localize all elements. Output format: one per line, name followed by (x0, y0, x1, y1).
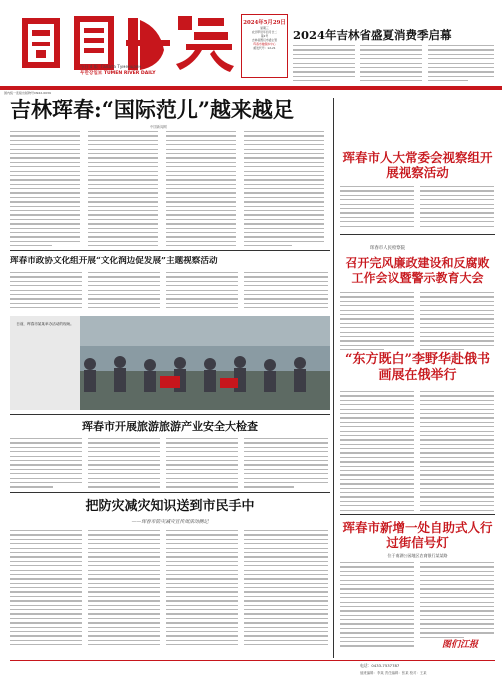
story6-col2 (88, 438, 160, 488)
top-story-headline: 2024年吉林省盛夏消费季启幕 (293, 28, 452, 42)
story2-col2 (420, 186, 494, 230)
column-divider (333, 98, 334, 658)
issue-weekday: 星期三 (260, 26, 269, 30)
issue-date: 2024年5月29日 (243, 20, 286, 26)
story7-col3 (166, 530, 238, 648)
section-divider (10, 414, 330, 415)
story2-col1 (340, 186, 414, 230)
lunar-date: 农历甲辰年四月廿二 (251, 30, 278, 34)
photo-caption: 日前，珲春市某某举办活动的现场。 (16, 322, 74, 326)
story4-col2 (420, 292, 494, 350)
story8-col2 (420, 562, 494, 640)
story8-headline: 珲春市新增一处自助式人行过街信号灯 (342, 520, 493, 550)
story6-col4 (244, 438, 328, 488)
postal-code: 邮发代号：12-21 (253, 46, 276, 50)
main-story-headline: 吉林珲春:“国际范儿”越来越足 (10, 97, 294, 122)
cn-code: 国内统一连续出版物号CN22-0039 (4, 91, 51, 95)
story3-col3 (166, 272, 238, 312)
paper-russian-title: Галата Туменцзян (100, 64, 142, 69)
story4-headline: 召开完风廉政建设和反腐败工作会议暨警示教育大会 (345, 256, 490, 285)
main-story-col1 (10, 131, 80, 246)
main-story-byline: 中国新闻网 (150, 125, 167, 129)
story3-headline: 珲春市政协文化组开展“文化润边促发展”主题视察活动 (10, 256, 218, 266)
footer-staff: 值班编辑：李某 责任编辑：张某 校对：王某 (360, 671, 427, 675)
story7-headline: 把防灾减灾知识送到市民手中 (85, 499, 255, 514)
story7-col2 (88, 530, 160, 648)
section-divider (10, 492, 330, 493)
story6-headline: 珲春市开展旅游旅游产业安全大检查 (82, 420, 258, 433)
story2-headline: 珲春市人大常委会视察组开展视察活动 (342, 150, 493, 180)
section-divider (10, 250, 330, 251)
news-photo (10, 316, 330, 410)
top-story-body-col1 (293, 45, 355, 85)
story3-col4 (244, 272, 328, 312)
story7-subheadline: ——珲春市防灾减灾宣传周活动侧记 (131, 520, 209, 525)
footer-rule (10, 660, 495, 661)
story5-headline: “东方既白”李野华赴俄书画展在俄举行 (345, 352, 490, 383)
story3-col1 (10, 272, 82, 312)
footer-contact: 电话：0433-7537787 (360, 663, 400, 668)
date-box (241, 14, 288, 78)
slogan-text: 今日 4 版 (80, 64, 98, 69)
section-divider (340, 514, 495, 515)
footer-logo: 图们江报 (442, 640, 479, 650)
story7-col1 (10, 530, 82, 648)
top-story-body-col3 (428, 45, 494, 85)
main-story-col2 (88, 131, 158, 246)
paper-korean-title: 두만강일보 (80, 71, 103, 76)
issue-number: 第1号 (260, 34, 269, 38)
story5-col1 (340, 391, 414, 511)
story8-subheadline: 位于南湖公园地区农商银行某某路 (387, 553, 448, 558)
story4-col1 (340, 292, 414, 350)
edition-label: 吉林省图们市委主管 (251, 38, 278, 42)
main-story-col4 (244, 131, 324, 246)
story7-col4 (244, 530, 328, 648)
story5-col2 (420, 391, 494, 511)
section-divider (340, 234, 495, 235)
edition-red-tag: 珲春市融媒体中心 (253, 42, 276, 46)
masthead-info-bar (0, 90, 502, 96)
paper-english-title: TUMEN RIVER DAILY (103, 71, 156, 76)
story6-col3 (166, 438, 238, 488)
story3-col2 (88, 272, 160, 312)
main-story-col3 (166, 131, 236, 246)
event-photo-image (10, 316, 330, 410)
top-story-body-col2 (360, 45, 422, 85)
story4-kicker: 珲春市人民检察院 (370, 246, 406, 251)
story6-col1 (10, 438, 82, 488)
story8-col1 (340, 562, 414, 650)
